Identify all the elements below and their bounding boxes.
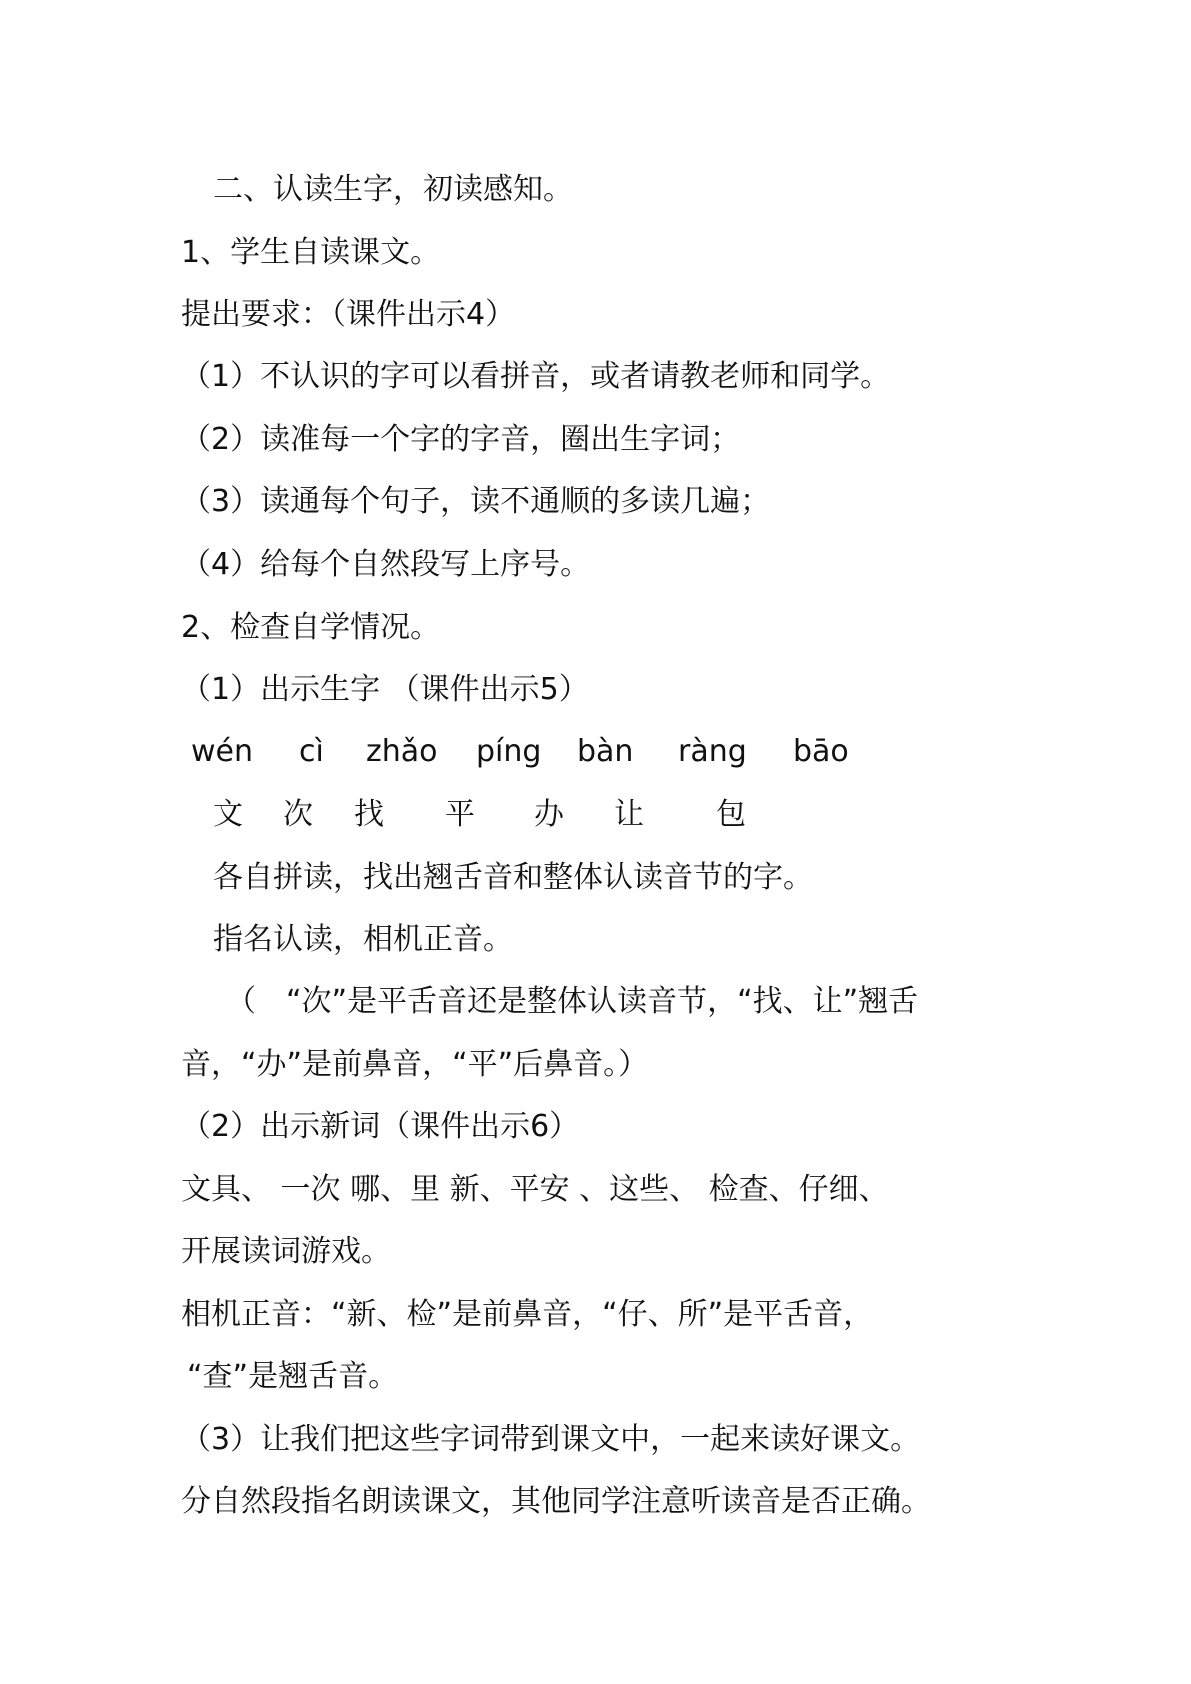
pinyin-label: bàn <box>577 734 634 769</box>
sub-step-heading: （3）让我们把这些字词带到课文中，一起来读好课文。 <box>181 1422 921 1457</box>
character-label: 次 <box>283 797 313 832</box>
pinyin-label: wén <box>191 734 254 769</box>
character-label: 找 <box>354 797 384 832</box>
pinyin-row <box>0 730 1191 774</box>
pinyin-label: píng <box>476 734 542 769</box>
requirement-item: （4）给每个自然段写上序号。 <box>181 547 591 582</box>
instruction-line: 开展读词游戏。 <box>181 1234 391 1269</box>
sub-step-heading: （1）出示生字 （课件出示5） <box>181 672 589 707</box>
character-row <box>0 793 1191 837</box>
step-heading: 1、学生自读课文。 <box>181 235 441 270</box>
pinyin-label: bāo <box>793 734 849 769</box>
note-line: 音，“办”是前鼻音，“平”后鼻音。） <box>181 1047 649 1082</box>
note-line: 相机正音：“新、检”是前鼻音，“仔、所”是平舌音， <box>181 1297 874 1332</box>
character-label: 包 <box>716 797 746 832</box>
instruction-line: 分自然段指名朗读课文，其他同学注意听读音是否正确。 <box>181 1484 931 1519</box>
character-label: 平 <box>445 797 475 832</box>
note-line: （ “次”是平舌音还是整体认读音节，“找、让”翘舌 <box>226 984 919 1019</box>
note-line: “查”是翘舌音。 <box>187 1359 399 1394</box>
pinyin-label: ràng <box>678 734 747 769</box>
word-list: 文具、 一次 哪、里 新、平安 、这些、 检查、仔细、 <box>181 1172 889 1207</box>
step-heading: 2、检查自学情况。 <box>181 610 441 645</box>
instruction-line: 各自拼读，找出翘舌音和整体认读音节的字。 <box>213 860 813 895</box>
sub-step-heading: （2）出示新词（课件出示6） <box>181 1109 580 1144</box>
requirement-item: （3）读通每个句子，读不通顺的多读几遍； <box>181 484 771 519</box>
character-label: 办 <box>534 797 564 832</box>
requirement-item: （2）读准每一个字的字音，圈出生字词； <box>181 422 741 457</box>
character-label: 让 <box>614 797 644 832</box>
pinyin-label: cì <box>299 734 324 769</box>
instruction-line: 指名认读，相机正音。 <box>213 922 513 957</box>
requirements-intro: 提出要求：（课件出示4） <box>181 297 516 332</box>
pinyin-label: zhǎo <box>366 734 438 769</box>
character-label: 文 <box>213 797 243 832</box>
requirement-item: （1）不认识的字可以看拼音，或者请教老师和同学。 <box>181 359 891 394</box>
section-heading: 二、认读生字，初读感知。 <box>213 172 573 207</box>
